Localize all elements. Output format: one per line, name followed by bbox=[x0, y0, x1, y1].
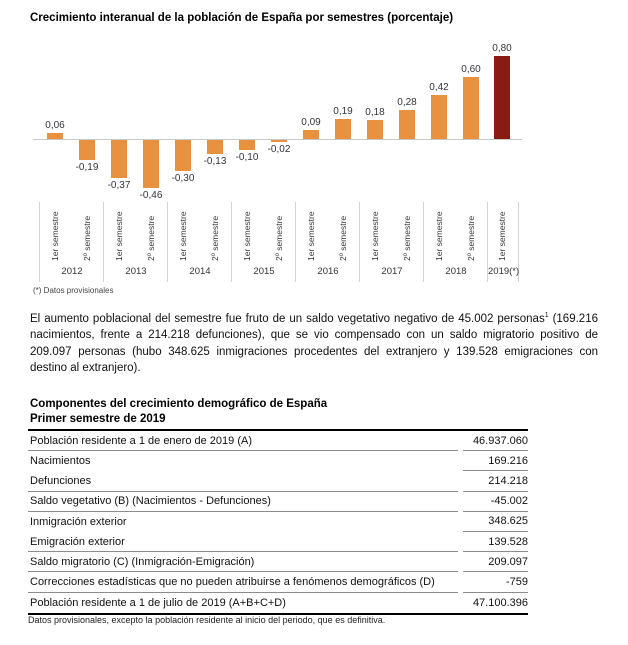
chart-bar bbox=[47, 133, 63, 139]
table-row bbox=[28, 532, 528, 552]
table-footnote: Datos provisionales, excepto la población residente al inicio del periodo, que es definitiva. bbox=[28, 615, 386, 625]
row-value: -45.002 bbox=[463, 492, 528, 512]
x-axis-semester-label: 1er semestre bbox=[370, 211, 380, 261]
row-value: 47.100.396 bbox=[472, 596, 528, 609]
footnote-marker: 1 bbox=[544, 312, 549, 319]
table-row bbox=[28, 471, 528, 491]
bar-value-label: 0,42 bbox=[429, 82, 449, 93]
chart-bar bbox=[175, 140, 191, 171]
chart-bar bbox=[271, 140, 287, 142]
table-title bbox=[30, 397, 590, 426]
bar-value-label: 0,80 bbox=[492, 43, 512, 54]
table-row bbox=[28, 572, 528, 592]
chart-bar bbox=[399, 110, 415, 139]
x-axis-semester-label: 1er semestre bbox=[242, 211, 252, 261]
paragraph-text: El aumento poblacional del semestre fue fruto de un saldo vegetativo negativo de 45.002 personas bbox=[30, 312, 545, 325]
chart-bar bbox=[494, 56, 510, 139]
row-value: 169.216 bbox=[463, 451, 528, 471]
bar-value-label: -0,30 bbox=[171, 173, 195, 184]
x-axis-year-label: 2017 bbox=[381, 266, 403, 277]
x-axis-year-label: 2015 bbox=[253, 266, 275, 277]
bar-chart bbox=[0, 30, 628, 290]
row-label: Inmigración exterior bbox=[30, 515, 127, 528]
chart-bar bbox=[367, 120, 383, 139]
x-axis-semester-label: 2º semestre bbox=[338, 215, 348, 261]
row-label: Población residente a 1 de enero de 2019 (A) bbox=[28, 431, 458, 451]
x-axis-year-label: 2014 bbox=[189, 266, 211, 277]
chart-bar bbox=[79, 140, 95, 160]
row-label: Nacimientos bbox=[30, 455, 91, 468]
row-value: 348.625 bbox=[463, 512, 528, 532]
x-axis-year-label: 2012 bbox=[61, 266, 83, 277]
x-axis-year-label: 2019(*) bbox=[488, 266, 520, 277]
row-value: 46.937.060 bbox=[463, 431, 528, 451]
x-axis-semester-label: 1er semestre bbox=[306, 211, 316, 261]
x-axis-semester-label: 1er semestre bbox=[178, 211, 188, 261]
x-axis-semester-label: 1er semestre bbox=[434, 211, 444, 261]
bar-value-label: -0,10 bbox=[235, 152, 259, 163]
year-group bbox=[103, 202, 168, 282]
row-value: 214.218 bbox=[463, 471, 528, 491]
x-axis-semester-label: 1er semestre bbox=[497, 211, 507, 261]
chart-title: Crecimiento interanual de la población de España por semestres (porcentaje) bbox=[30, 12, 454, 24]
x-axis-semester-label: 1er semestre bbox=[114, 211, 124, 261]
bar-value-label: 0,60 bbox=[461, 64, 481, 75]
x-axis-year-label: 2016 bbox=[317, 266, 339, 277]
bar-value-label: 0,06 bbox=[45, 120, 65, 131]
chart-bar bbox=[239, 140, 255, 150]
bar-value-label: 0,18 bbox=[365, 107, 385, 118]
table-title-line2: Primer semestre de 2019 bbox=[30, 412, 166, 425]
bar-value-label: 0,28 bbox=[397, 97, 417, 108]
chart-bar bbox=[463, 77, 479, 139]
row-label: Saldo vegetativo (B) (Nacimientos - Defunciones) bbox=[28, 492, 458, 512]
chart-bar bbox=[207, 140, 223, 154]
year-group bbox=[39, 202, 104, 282]
x-axis-semester-label: 2º semestre bbox=[146, 215, 156, 261]
row-value: 209.097 bbox=[463, 552, 528, 572]
bar-value-label: 0,19 bbox=[333, 106, 353, 117]
year-group bbox=[423, 202, 488, 282]
x-axis-year-label: 2013 bbox=[125, 266, 147, 277]
year-group bbox=[231, 202, 296, 282]
bar-value-label: -0,19 bbox=[75, 162, 99, 173]
components-table bbox=[28, 429, 528, 615]
table-title-line1: Componentes del crecimiento demográfico de España bbox=[30, 398, 328, 410]
x-axis-semester-label: 1er semestre bbox=[50, 211, 60, 261]
chart-bar bbox=[111, 140, 127, 178]
chart-bar bbox=[335, 119, 351, 139]
year-group bbox=[167, 202, 232, 282]
bar-value-label: -0,37 bbox=[107, 180, 131, 191]
x-axis-semester-label: 2º semestre bbox=[466, 215, 476, 261]
chart-bar bbox=[303, 130, 319, 139]
x-axis-year-label: 2018 bbox=[445, 266, 467, 277]
row-label: Emigración exterior bbox=[28, 532, 458, 552]
x-axis-semester-label: 2º semestre bbox=[210, 215, 220, 261]
bar-value-label: 0,09 bbox=[301, 117, 321, 128]
row-label: Correcciones estadísticas que no pueden atribuirse a fenómenos demográficos (D) bbox=[28, 572, 458, 592]
row-label: Población residente a 1 de julio de 2019 (A+B+C+D) bbox=[30, 596, 286, 609]
table-row bbox=[28, 593, 528, 613]
x-axis-semester-label: 2º semestre bbox=[402, 215, 412, 261]
bar-value-label: -0,02 bbox=[267, 144, 291, 155]
table-row bbox=[28, 512, 528, 532]
table-row bbox=[28, 552, 528, 572]
row-label: Saldo migratorio (C) (Inmigración-Emigración) bbox=[28, 552, 458, 572]
chart-footnote: (*) Datos provisionales bbox=[33, 286, 114, 295]
bar-value-label: -0,46 bbox=[139, 190, 163, 201]
table-row bbox=[28, 451, 528, 471]
year-group bbox=[295, 202, 360, 282]
row-label: Defunciones bbox=[28, 471, 458, 491]
table-row bbox=[28, 492, 528, 512]
chart-bar bbox=[143, 140, 159, 188]
body-paragraph bbox=[30, 308, 598, 376]
year-group bbox=[359, 202, 424, 282]
row-value: 139.528 bbox=[463, 532, 528, 552]
x-axis-semester-label: 2º semestre bbox=[274, 215, 284, 261]
chart-bar bbox=[431, 95, 447, 139]
bar-value-label: -0,13 bbox=[203, 156, 227, 167]
table-row bbox=[28, 431, 528, 451]
row-value: -759 bbox=[463, 572, 528, 592]
x-axis-semester-label: 2º semestre bbox=[82, 215, 92, 261]
paragraph-text-cont: (169.216 nacimientos, frente a 214.218 defunciones), que se vio compensado con un saldo migratorio positivo de 209.097 personas (hubo 348.625 inmigraciones procedentes del extranjero y 139.528 emigraciones con destino al extranjero). bbox=[30, 312, 598, 375]
